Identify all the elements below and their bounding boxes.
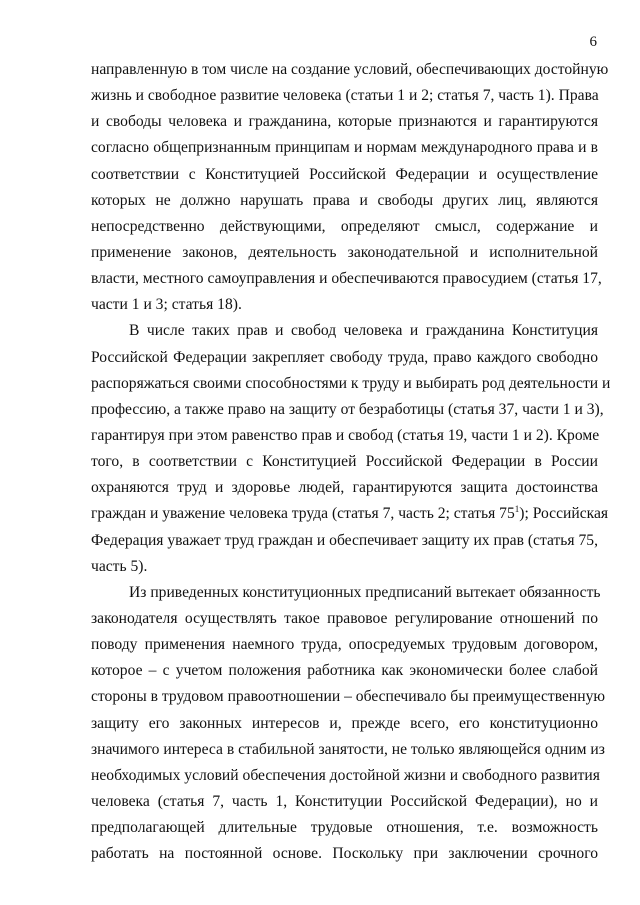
text-line: защиту его законных интересов и, прежде всего, его конституционно <box>91 714 598 732</box>
paragraph-last-line: части 1 и 3; статья 18). <box>91 296 242 314</box>
paragraph-first-line: В числе таких прав и свобод человека и гражданина Конституция <box>129 322 598 340</box>
text-line: применение законов, деятельность законодательной и исполнительной <box>91 243 598 261</box>
text-line: гарантируя при этом равенство прав и свобод (статья 19, части 1 и 2). Кроме <box>91 426 600 444</box>
text-line: власти, местного самоуправления и обеспечиваются правосудием (статья 17, <box>91 270 602 288</box>
text-line: распоряжаться своими способностями к труду и выбирать род деятельности и <box>91 374 611 392</box>
text-line: значимого интереса в стабильной занятости, не только являющейся одним из <box>91 740 605 758</box>
text-fragment: ); Российская <box>519 505 609 523</box>
text-line: соответствии с Конституцией Российской Федерации и осуществление <box>91 165 598 183</box>
document-body <box>91 57 611 867</box>
text-line: поводу применения наемного труда, опосредуемых трудовым договором, <box>91 636 598 654</box>
superscript: 1 <box>514 504 520 515</box>
text-line: профессию, а также право на защиту от безработицы (статья 37, части 1 и 3), <box>91 400 604 418</box>
page-number: 6 <box>589 34 597 50</box>
text-line: законодателя осуществлять такое правовое регулирование отношений по <box>91 609 598 627</box>
text-line: которых не должно нарушать права и свободы других лиц, являются <box>91 191 598 209</box>
text-line: того, в соответствии с Конституцией Российской Федерации в России <box>91 453 598 471</box>
text-line: работать на постоянной основе. Поскольку при заключении срочного <box>91 845 598 863</box>
text-line: которое – с учетом положения работника как экономически более слабой <box>91 662 598 680</box>
paragraph-last-line: часть 5). <box>91 557 148 575</box>
text-line: человека (статья 7, часть 1, Конституции Российской Федерации), но и <box>91 792 598 810</box>
text-line: Федерация уважает труд граждан и обеспечивает защиту их прав (статья 75, <box>91 531 598 549</box>
text-line: стороны в трудовом правоотношении – обеспечивало бы преимущественную <box>91 688 606 706</box>
paragraph-first-line: Из приведенных конституционных предписаний вытекает обязанность <box>129 583 601 601</box>
text-line: и свободы человека и гражданина, которые признаются и гарантируются <box>91 113 598 131</box>
text-line: согласно общепризнанным принципам и нормам международного права и в <box>91 139 598 157</box>
text-line: необходимых условий обеспечения достойной жизни и свободного развития <box>91 766 600 784</box>
text-line: жизнь и свободное развитие человека (статьи 1 и 2; статья 7, часть 1). Права <box>91 87 599 105</box>
text-fragment: граждан и уважение человека труда (статья 7, часть 2; статья 75 <box>91 505 515 523</box>
text-line: предполагающей длительные трудовые отношения, т.е. возможность <box>91 819 598 837</box>
text-line: непосредственно действующими, определяют смысл, содержание и <box>91 217 598 235</box>
text-line: направленную в том числе на создание условий, обеспечивающих достойную <box>91 61 609 78</box>
text-line: охраняются труд и здоровье людей, гарантируются защита достоинства <box>91 479 598 497</box>
text-line: Российской Федерации закрепляет свободу труда, право каждого свободно <box>91 348 598 366</box>
text-line-with-footnote <box>91 501 609 527</box>
